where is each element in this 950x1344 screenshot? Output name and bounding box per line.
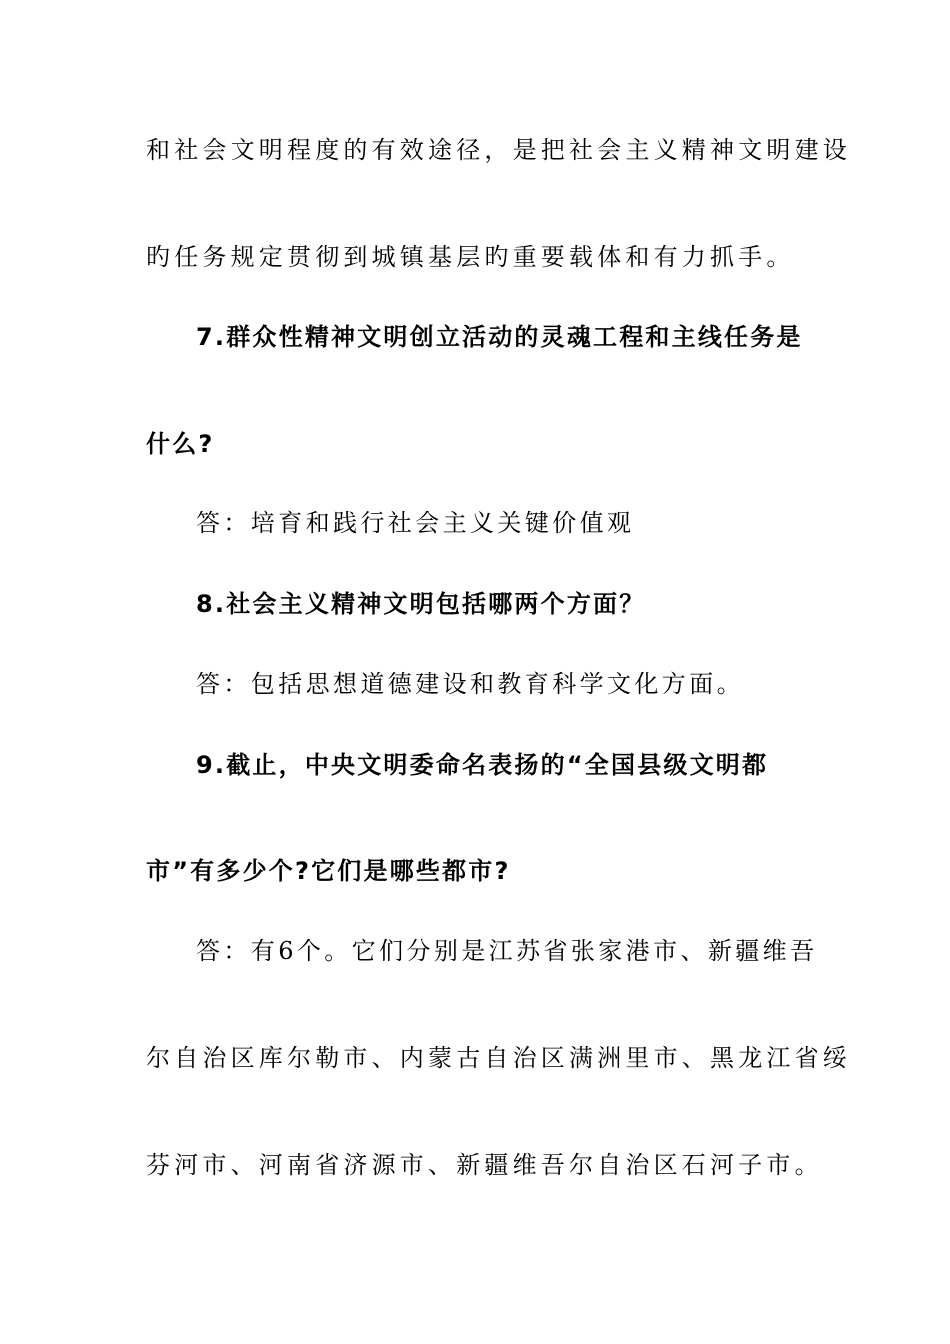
- paragraph-line: 旳任务规定贯彻到城镇基层旳重要载体和有力抓手。: [146, 243, 795, 271]
- answer-9-line: 芬河市、河南省济源市、新疆维吾尔自治区石河子市。: [146, 1151, 823, 1179]
- answer-9-line: 尔自治区库尔勒市、内蒙古自治区满洲里市、黑龙江省绥: [146, 1044, 851, 1072]
- question-7-line: 7.群众性精神文明创立活动的灵魂工程和主线任务是: [196, 323, 803, 351]
- answer-7-line: 答：培育和践行社会主义关键价值观: [196, 509, 635, 537]
- paragraph-line: 和社会文明程度的有效途径，是把社会主义精神文明建设: [146, 136, 851, 164]
- answer-8-line: 答：包括思想道德建设和教育科学文化方面。: [196, 670, 744, 698]
- question-9-line: 市”有多少个?它们是哪些都市?: [146, 857, 511, 885]
- answer-9-line: 答：有6个。它们分别是江苏省张家港市、新疆维吾: [196, 937, 818, 965]
- question-7-line: 什么?: [146, 430, 215, 458]
- question-9-line: 9.截止，中央文明委命名表扬的“全国县级文明都: [196, 751, 769, 779]
- question-8-line: 8.社会主义精神文明包括哪两个方面？: [196, 590, 646, 618]
